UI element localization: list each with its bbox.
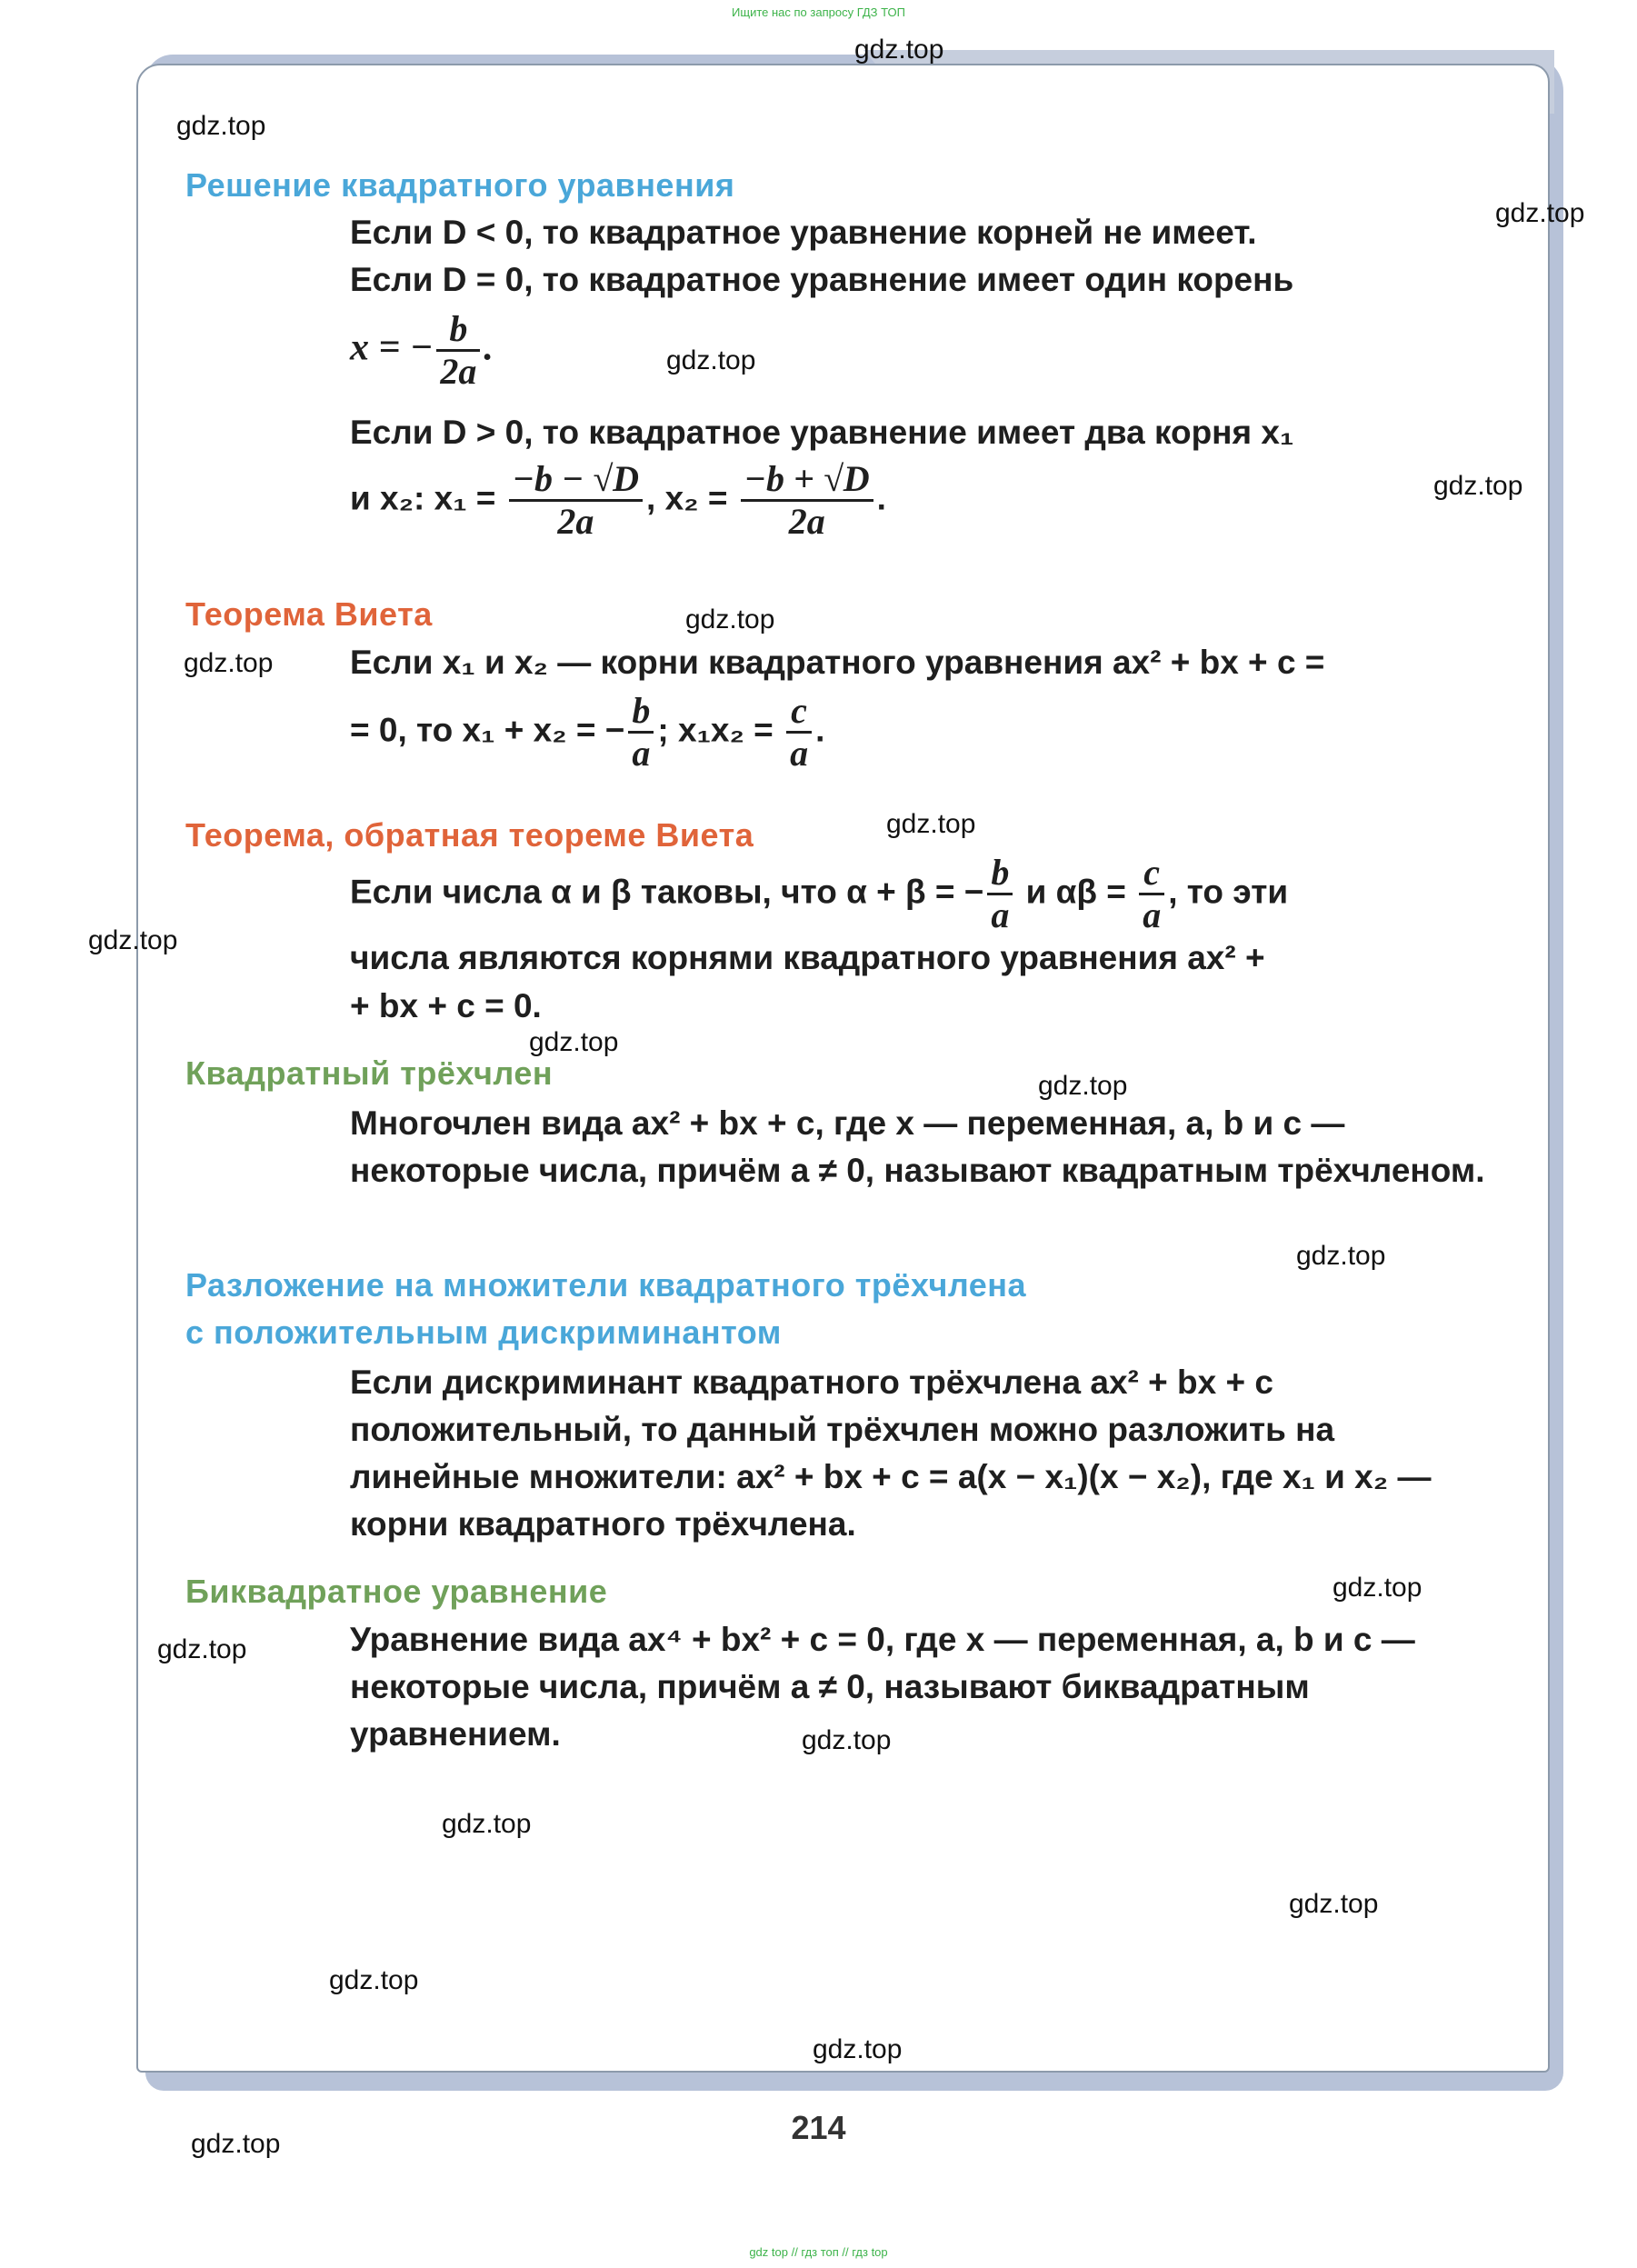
watermark: gdz.top — [184, 648, 274, 678]
s2-line1: Если x₁ и x₂ — корни квадратного уравнения ax² + bx + c = — [350, 644, 1325, 681]
s1-fraction-b-2a — [436, 309, 480, 392]
fraction-denominator: 2a — [788, 501, 825, 542]
s1-line2: Если D = 0, то квадратное уравнение имеет один корень — [350, 261, 1294, 298]
watermark: gdz.top — [1296, 1241, 1386, 1271]
watermark: gdz.top — [1038, 1071, 1128, 1101]
heading-quadratic-trinomial: Квадратный трёхчлен — [185, 1054, 554, 1092]
watermark: gdz.top — [442, 1809, 532, 1839]
s3-line1 — [350, 853, 1509, 935]
s6-text: Уравнение вида ax⁴ + bx² + c = 0, где x — переменная, a, b и c — некоторые числа, причём a ≠ 0, называют биквадратным уравнением. — [350, 1621, 1415, 1753]
fraction-numerator: b — [628, 691, 654, 734]
fraction-denominator: a — [632, 733, 651, 774]
s3-line1-suffix: , то эти — [1168, 873, 1289, 911]
watermark: gdz.top — [886, 809, 976, 839]
x2-fraction — [741, 459, 873, 542]
s1-line4-mid: , x₂ = — [646, 479, 728, 517]
top-hint: Ищите нас по запросу ГДЗ ТОП — [732, 5, 905, 19]
fraction-numerator: b — [436, 309, 480, 352]
watermark: gdz.top — [685, 604, 775, 634]
watermark: gdz.top — [666, 345, 756, 375]
watermark: gdz.top — [854, 35, 944, 65]
s1-line4-prefix: и x₂: x₁ = — [350, 479, 496, 517]
heading-vieta-theorem: Теорема Виета — [185, 595, 433, 633]
sum-fraction — [628, 691, 654, 774]
fraction-numerator: c — [786, 691, 812, 734]
s1-line3: Если D > 0, то квадратное уравнение имеет два корня x₁ — [350, 414, 1294, 451]
s3-line1-mid: и αβ = — [1016, 873, 1126, 911]
watermark: gdz.top — [88, 925, 178, 955]
s1-line1: Если D < 0, то квадратное уравнение корней не имеет. — [350, 214, 1257, 251]
watermark: gdz.top — [191, 2129, 281, 2159]
s1-formula-two-roots — [350, 459, 1509, 542]
watermark: gdz.top — [529, 1027, 619, 1057]
watermark: gdz.top — [1433, 471, 1523, 501]
heading-quadratic-solution: Решение квадратного уравнения — [185, 166, 735, 204]
bottom-hint: gdz top // гдз топ // гдз top — [749, 2245, 888, 2259]
fraction-numerator: −b + √D — [741, 459, 873, 502]
heading-factorization-line2: с положительным дискриминантом — [185, 1314, 782, 1351]
watermark: gdz.top — [157, 1634, 247, 1664]
s3-line3: + bx + c = 0. — [350, 987, 542, 1024]
period: . — [876, 479, 886, 517]
fraction-denominator: 2a — [440, 351, 477, 392]
s2-line2-prefix: = 0, то x₁ + x₂ = − — [350, 711, 625, 749]
fraction-denominator: a — [991, 894, 1010, 935]
fraction-denominator: a — [1143, 894, 1162, 935]
fraction-denominator: a — [790, 733, 809, 774]
s2-line2-mid: ; x₁x₂ = — [657, 711, 774, 749]
heading-converse-vieta: Теорема, обратная теореме Виета — [185, 816, 754, 854]
period: . — [484, 326, 494, 369]
heading-factorization-line1: Разложение на множители квадратного трёхчлена — [185, 1266, 1027, 1304]
watermark: gdz.top — [1289, 1889, 1379, 1919]
s3-line1-prefix: Если числа α и β таковы, что α + β = − — [350, 873, 984, 911]
watermark: gdz.top — [1333, 1573, 1422, 1603]
s5-text: Если дискриминант квадратного трёхчлена ax² + bx + c положительный, то данный трёхчлен можно разложить на линейные множители: ax² + bx + c = a(x − x₁)(x − x₂), где x₁ и x₂ — корни квадратного трёхчлена. — [350, 1364, 1432, 1543]
watermark: gdz.top — [802, 1725, 892, 1755]
s4-text: Многочлен вида ax² + bx + c, где x — переменная, a, b и c — некоторые числа, причём a ≠ 0, называют квадратным трёхчленом. — [350, 1104, 1485, 1189]
x1-fraction — [509, 459, 643, 542]
heading-biquadratic-equation: Биквадратное уравнение — [185, 1573, 608, 1610]
product-fraction — [786, 691, 812, 774]
page-number: 214 — [791, 2109, 846, 2146]
watermark: gdz.top — [329, 1965, 419, 1995]
s1-formula-one-root — [350, 309, 1509, 392]
fraction-denominator: 2a — [557, 501, 594, 542]
fraction-numerator: −b − √D — [509, 459, 643, 502]
period: . — [815, 711, 825, 749]
s2-formulas — [350, 691, 1509, 774]
s3-line2: числа являются корнями квадратного уравнения ax² + — [350, 939, 1265, 976]
watermark: gdz.top — [813, 2034, 903, 2064]
watermark: gdz.top — [1495, 198, 1585, 228]
fraction-numerator: c — [1139, 853, 1164, 895]
alpha-beta-product-fraction — [1139, 853, 1164, 935]
s1-formula1-lhs: x = − — [350, 326, 434, 369]
fraction-numerator: b — [987, 853, 1013, 895]
watermark: gdz.top — [176, 111, 266, 141]
alpha-beta-sum-fraction — [987, 853, 1013, 935]
